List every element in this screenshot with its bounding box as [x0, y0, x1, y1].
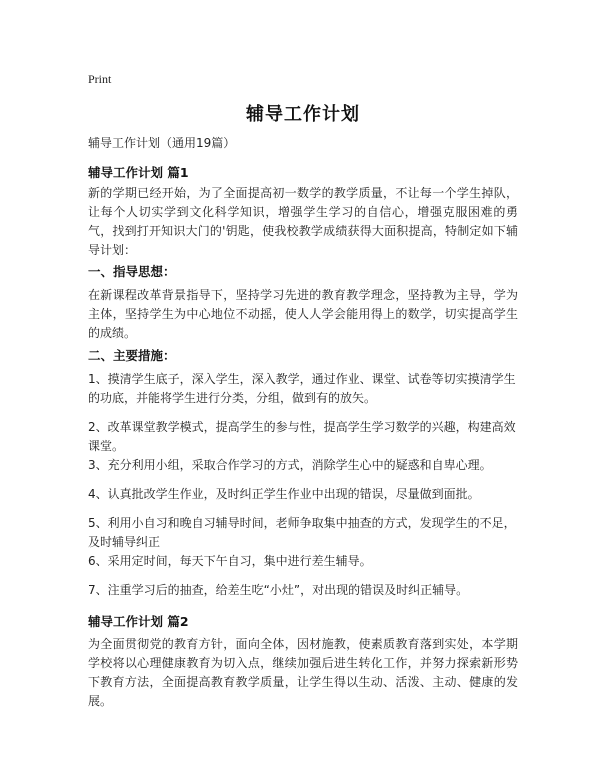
measure-item: 6、采用定时间，每天下午自习，集中进行差生辅导。: [88, 554, 372, 568]
guiding-paragraph: 在新课程改革背景指导下，坚持学习先进的教育教学理念，坚持教为主导，学为主体，坚持学生为中心地位不动摇，使人人学会能用得上的数学，切实提高学生的成绩。: [88, 288, 518, 340]
section-1-intro: 新的学期已经开始，为了全面提高初一数学的教学质量，不让每一个学生掉队，让每个人切实学到文化科学知识，增强学生学习的自信心，增强克服困难的勇气，找到打开知识大门的'钥匙，使我校教学成绩获得大面积提高，特制定如下辅导计划：: [88, 186, 518, 257]
measure-item: 7、注重学习后的抽查，给差生吃“小灶”，对出现的错误及时纠正辅导。: [88, 583, 469, 597]
section-heading-1: 辅导工作计划 篇1: [88, 165, 189, 180]
section-2-intro: 为全面贯彻党的教育方针，面向全体，因材施教，使素质教育落到实处，本学期学校将以心理健康教育为切入点，继续加强后进生转化工作，并努力探索新形势下教育方法，全面提高教育教学质量，让学生得以生动、活泼、主动、健康的发展。: [88, 637, 518, 708]
print-link[interactable]: Print: [88, 72, 112, 86]
measure-item: 1、摸清学生底子，深入学生，深入教学，通过作业、课堂、试卷等切实摸清学生的功底，并能将学生进行分类，分组，做到有的放矢。: [88, 372, 516, 405]
measures-heading: 二、主要措施：: [88, 348, 176, 363]
measure-item: 5、利用小自习和晚自习辅导时间，老师争取集中抽查的方式，发现学生的不足，及时辅导纠正: [88, 516, 516, 549]
page-title: 辅导工作计划: [246, 104, 360, 125]
document-subtitle: 辅导工作计划（通用19篇）: [88, 136, 236, 150]
measure-item: 2、改革课堂教学模式，提高学生的参与性，提高学生学习数学的兴趣，构建高效课堂。: [88, 420, 516, 453]
measure-item: 3、充分利用小组，采取合作学习的方式，消除学生心中的疑惑和自卑心理。: [88, 458, 492, 472]
measure-item: 4、认真批改学生作业，及时纠正学生作业中出现的错误，尽量做到面批。: [88, 487, 480, 501]
section-heading-2: 辅导工作计划 篇2: [88, 614, 189, 629]
guiding-heading: 一、指导思想：: [88, 264, 176, 279]
